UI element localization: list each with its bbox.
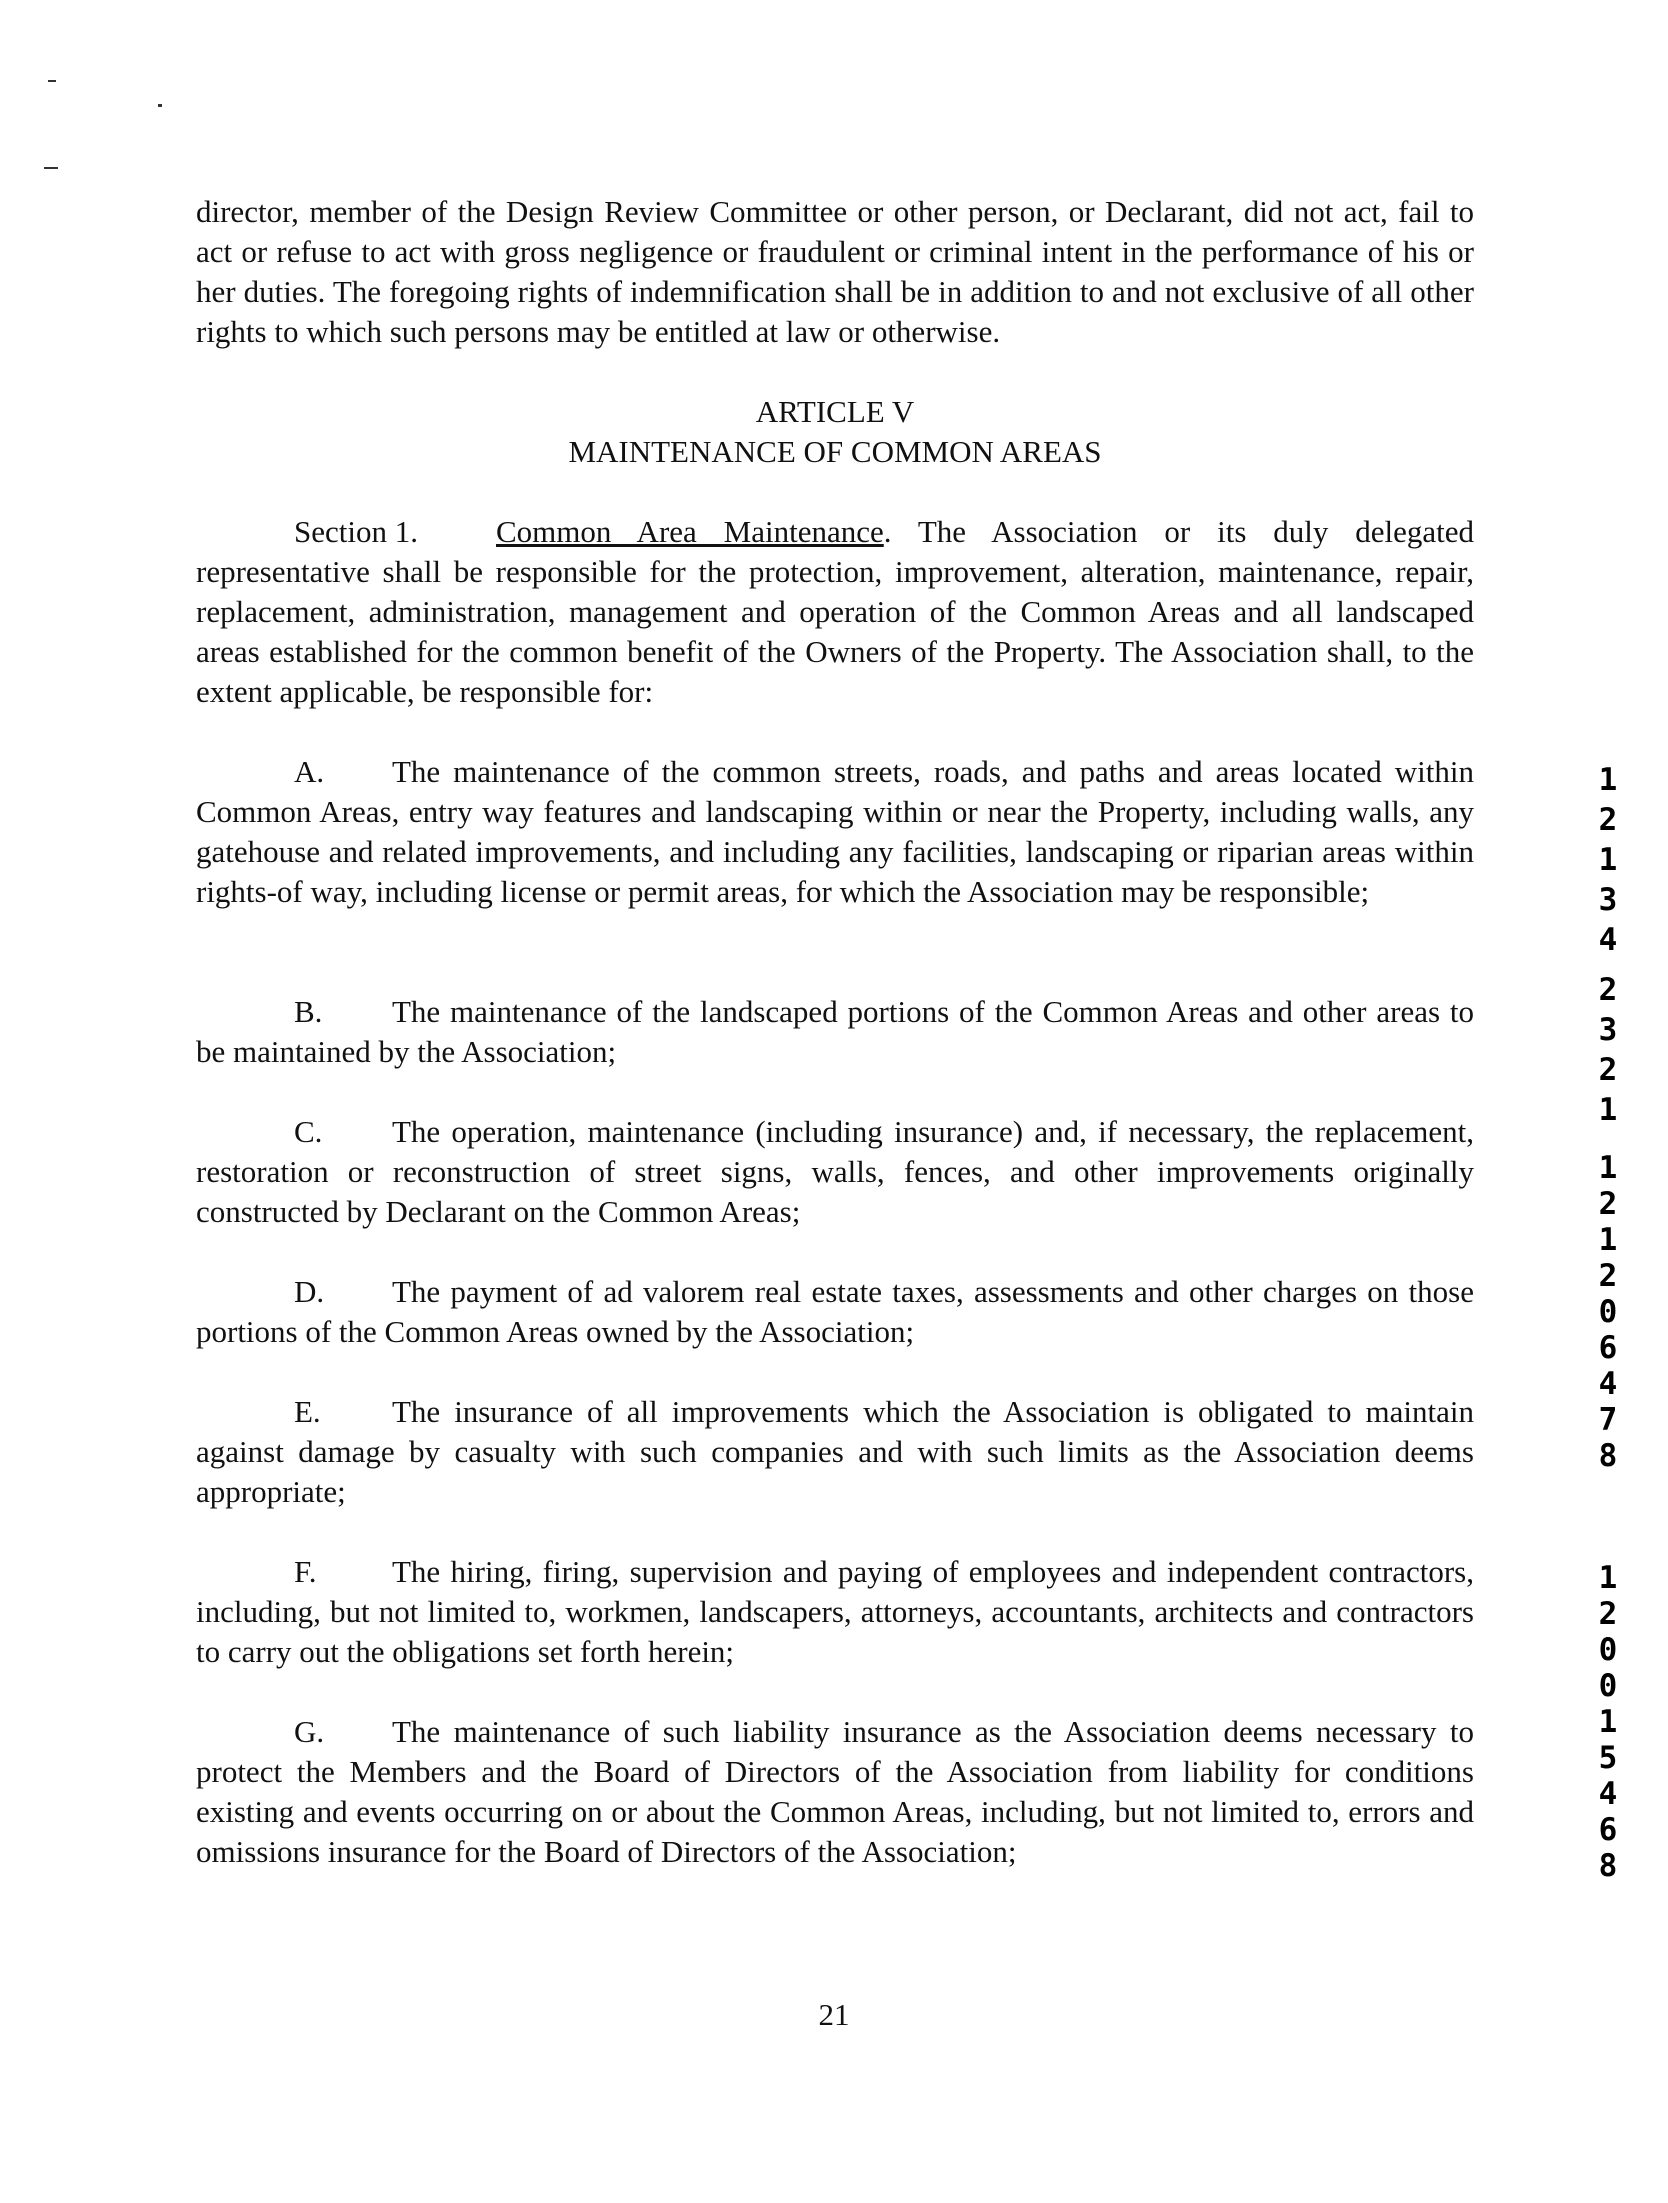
stamp-digit: 2 [1598,1186,1618,1222]
section-text: The Association or its duly delegated representative shall be responsible for the protection, improvement, alteration, maintenance, repair, replacement, administration, management and operation of the Common Areas and all landscaped areas established for the common benefit of the Owners of the Property. The Association shall, to the extent applicable, be responsible for: [196,514,1474,709]
section-1-paragraph: Section 1. Common Area Maintenance. The Association or its duly delegated representative shall be responsible for the protection, improvement, alteration, maintenance, repair, replacement, administration, management and operation of the Common Areas and all landscaped areas established for the common benefit of the Owners of the Property. The Association shall, to the extent applicable, be responsible for: [196,514,1474,709]
list-item [196,1272,1474,1352]
item-letter: A. [294,754,325,789]
item-text: The payment of ad valorem real estate taxes, assessments and other charges on those portions of the Common Areas owned by the Association; [196,1274,1474,1349]
recording-stamp-group-1 [1588,760,1628,960]
item-letter: D. [294,1274,325,1309]
list-item [196,1112,1474,1232]
recording-stamp-group-2 [1588,970,1628,1130]
stamp-digit: 1 [1598,1092,1618,1128]
stamp-digit: 1 [1598,762,1618,798]
stamp-digit: 1 [1598,1560,1618,1596]
stamp-digit: 1 [1598,842,1618,878]
recording-stamp-group-3 [1588,1150,1628,1474]
stamp-digit: 2 [1598,972,1618,1008]
item-text: The hiring, firing, supervision and paying of employees and independent contractors, including, but not limited to, workmen, landscapers, attorneys, accountants, architects and contractors to carry out the obligations set forth herein; [196,1554,1474,1669]
list-item [196,1392,1474,1512]
stamp-digit: 1 [1598,1704,1618,1740]
item-letter: F. [294,1554,317,1589]
article-title: ARTICLE V [755,394,915,429]
item-text: The maintenance of the common streets, roads, and paths and areas located within Common Areas, entry way features and landscaping within or near the Property, including walls, any gatehouse and related improvements, and including any facilities, landscaping or riparian areas within rights-of way, including license or permit areas, for which the Association may be responsible; [196,754,1474,909]
stamp-digit: 4 [1598,922,1618,958]
stamp-digit: 4 [1598,1776,1618,1812]
section-label: Section 1. [294,514,418,549]
stamp-digit: 3 [1598,882,1618,918]
stamp-digit: 5 [1598,1740,1618,1776]
stamp-digit: 2 [1598,1596,1618,1632]
item-text: The maintenance of the landscaped portions of the Common Areas and other areas to be maintained by the Association; [196,994,1474,1069]
item-letter: E. [294,1394,321,1429]
item-text: The maintenance of such liability insurance as the Association deems necessary to protect the Members and the Board of Directors of the Association from liability for conditions existing and events occurring on or about the Common Areas, including, but not limited to, errors and omissions insurance for the Board of Directors of the Association; [196,1714,1474,1869]
list-item [196,992,1474,1072]
stamp-digit: 0 [1598,1632,1618,1668]
stamp-digit: 7 [1598,1402,1618,1438]
recording-stamp-group-4 [1588,1560,1628,1884]
item-letter: C. [294,1114,323,1149]
scan-mark [48,80,56,82]
stamp-digit: 2 [1598,1258,1618,1294]
intro-paragraph: director, member of the Design Review Committee or other person, or Declarant, did not act, fail to act or refuse to act with gross negligence or fraudulent or criminal intent in the performance of his or her duties. The foregoing rights of indemnification shall be in addition to and not exclusive of all other rights to which such persons may be entitled at law or otherwise. [196,194,1474,349]
stamp-digit: 6 [1598,1330,1618,1366]
item-letter: B. [294,994,323,1029]
item-text: The operation, maintenance (including insurance) and, if necessary, the replacement, restoration or reconstruction of street signs, walls, fences, and other improvements originally constructed by Declarant on the Common Areas; [196,1114,1474,1229]
list-item [196,1552,1474,1672]
stamp-digit: 1 [1598,1222,1618,1258]
stamp-digit: 6 [1598,1812,1618,1848]
page-number: 21 [818,1997,850,2032]
stamp-digit: 2 [1598,802,1618,838]
stamp-digit: 4 [1598,1366,1618,1402]
stamp-digit: 1 [1598,1150,1618,1186]
item-letter: G. [294,1714,325,1749]
stamp-digit: 2 [1598,1052,1618,1088]
stamp-digit: 0 [1598,1668,1618,1704]
scan-mark [158,104,162,107]
list-item [196,752,1474,912]
item-text: The insurance of all improvements which the Association is obligated to maintain against damage by casualty with such companies and with such limits as the Association deems appropriate; [196,1394,1474,1509]
scan-mark [44,167,58,169]
section-heading: Common Area Maintenance [496,514,884,549]
list-item [196,1712,1474,1872]
article-subtitle: MAINTENANCE OF COMMON AREAS [568,434,1102,469]
stamp-digit: 8 [1598,1848,1618,1884]
stamp-digit: 3 [1598,1012,1618,1048]
stamp-digit: 0 [1598,1294,1618,1330]
stamp-digit: 8 [1598,1438,1618,1474]
